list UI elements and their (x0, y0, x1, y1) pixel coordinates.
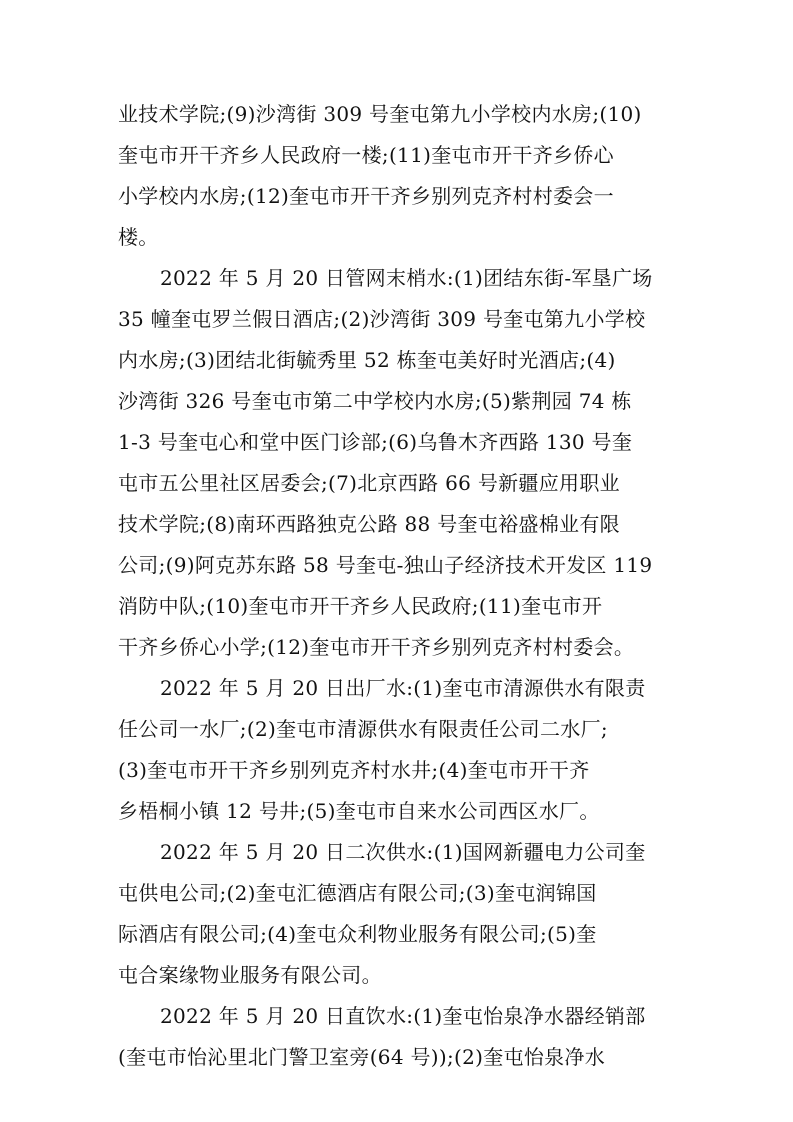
text-line: 屯合案缘物业服务有限公司。 (118, 963, 382, 987)
text-line: 内水房;(3)团结北街毓秀里 52 栋奎屯美好时光酒店;(4) (118, 348, 616, 372)
text-line: 1-3 号奎屯心和堂中医门诊部;(6)乌鲁木齐西路 130 号奎 (118, 430, 633, 454)
paragraph-start-line: 2022 年 5 月 20 日直饮水:(1)奎屯怡泉净水器经销部 (160, 1004, 646, 1028)
text-line: 际酒店有限公司;(4)奎屯众利物业服务有限公司;(5)奎 (118, 922, 597, 946)
text-line: 35 幢奎屯罗兰假日酒店;(2)沙湾街 309 号奎屯第九小学校 (118, 307, 646, 331)
text-line: 奎屯市开干齐乡人民政府一楼;(11)奎屯市开干齐乡侨心 (118, 143, 614, 167)
text-line: 屯供电公司;(2)奎屯汇德酒店有限公司;(3)奎屯润锦国 (118, 881, 597, 905)
text-line: 消防中队;(10)奎屯市开干齐乡人民政府;(11)奎屯市开 (118, 594, 603, 618)
paragraph-start-line: 2022 年 5 月 20 日管网末梢水:(1)团结东街-军垦广场 (160, 266, 653, 290)
text-line: 业技术学院;(9)沙湾街 309 号奎屯第九小学校内水房;(10) (118, 102, 642, 126)
paragraph-start-line: 2022 年 5 月 20 日出厂水:(1)奎屯市清源供水有限责 (160, 676, 646, 700)
text-line: 干齐乡侨心小学;(12)奎屯市开干齐乡别列克齐村村委会。 (118, 635, 635, 659)
text-line: 楼。 (118, 225, 159, 249)
text-line: 技术学院;(8)南环西路独克公路 88 号奎屯裕盛棉业有限 (118, 512, 620, 536)
text-line: 任公司一水厂;(2)奎屯市清源供水有限责任公司二水厂; (118, 717, 608, 741)
text-line: 沙湾街 326 号奎屯市第二中学校内水房;(5)紫荆园 74 栋 (118, 389, 632, 413)
text-line: (3)奎屯市开干齐乡别列克齐村水井;(4)奎屯市开干齐 (118, 758, 590, 782)
text-line: 屯市五公里社区居委会;(7)北京西路 66 号新疆应用职业 (118, 471, 620, 495)
text-line: 乡梧桐小镇 12 号井;(5)奎屯市自来水公司西区水厂。 (118, 799, 600, 823)
text-line: (奎屯市怡沁里北门警卫室旁(64 号));(2)奎屯怡泉净水 (118, 1045, 606, 1069)
text-line: 公司;(9)阿克苏东路 58 号奎屯-独山子经济技术开发区 119 (118, 553, 653, 577)
paragraph-start-line: 2022 年 5 月 20 日二次供水:(1)国网新疆电力公司奎 (160, 840, 646, 864)
text-line: 小学校内水房;(12)奎屯市开干齐乡别列克齐村村委会一 (118, 184, 614, 208)
